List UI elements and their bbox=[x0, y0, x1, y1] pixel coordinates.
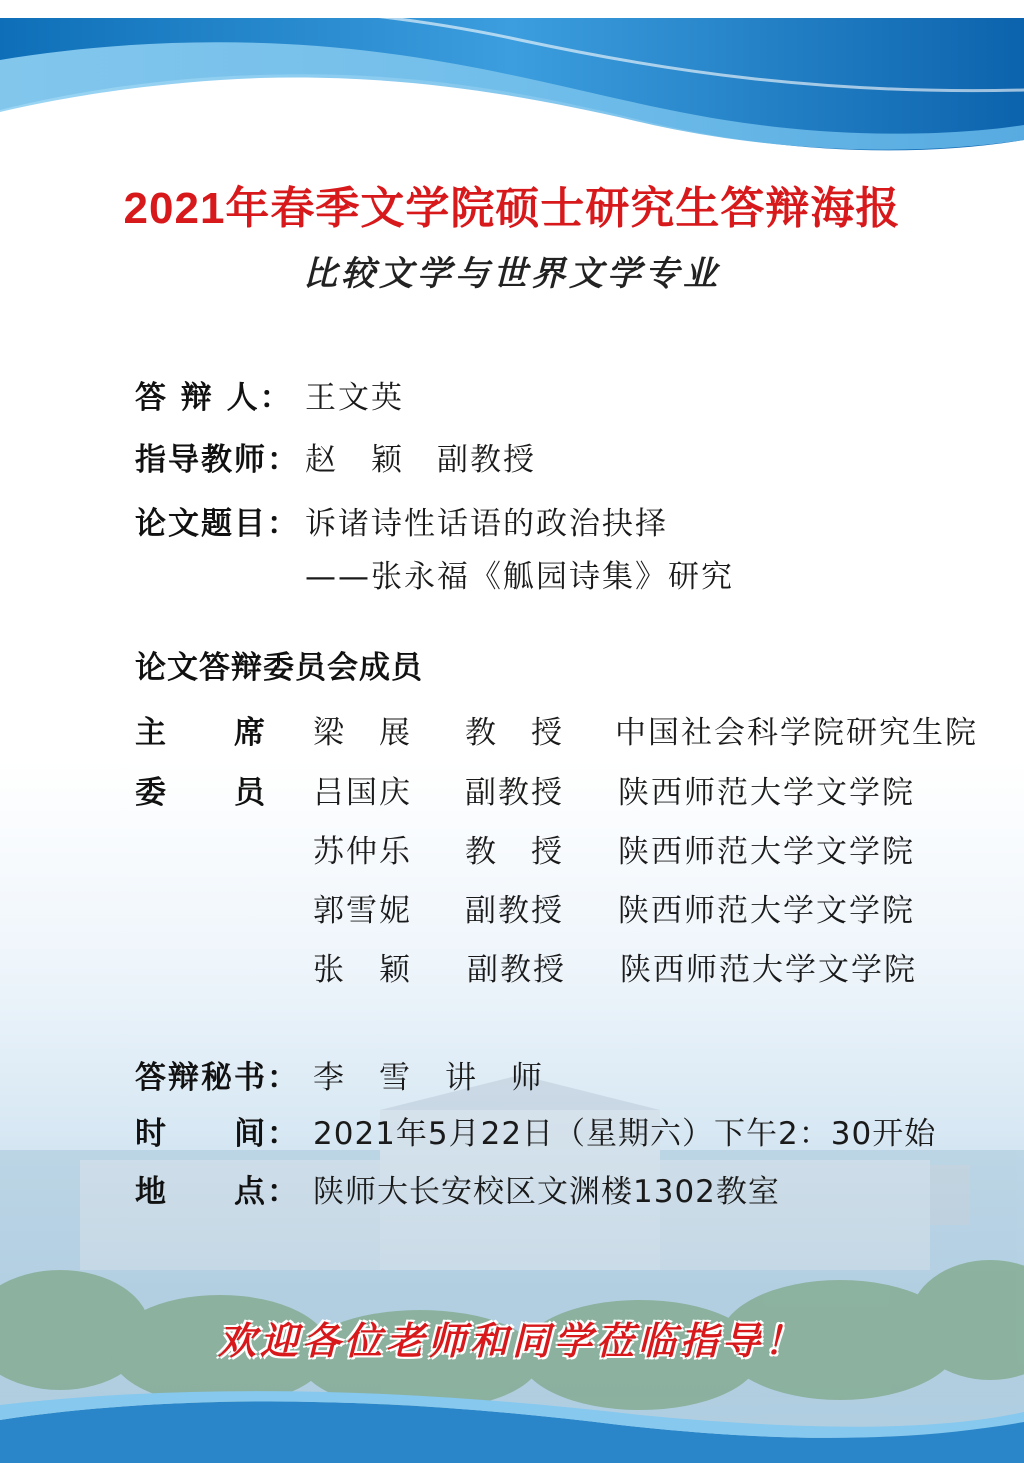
poster-title: 2021年春季文学院硕士研究生答辩海报 bbox=[123, 184, 901, 233]
advisor-label: 指导教师： bbox=[135, 442, 300, 478]
committee-heading: 论文答辩委员会成员 bbox=[135, 650, 423, 686]
member-name: 郭雪妮 bbox=[313, 893, 412, 929]
member-org: 中国社会科学院研究生院 bbox=[615, 715, 978, 751]
defender-label: 答 辩 人： bbox=[135, 380, 293, 416]
major-subtitle: 比较文学与世界文学专业 bbox=[303, 254, 721, 294]
chair-label: 主 席 bbox=[135, 715, 267, 751]
thesis-title-line2: ——张永福《觚园诗集》研究 bbox=[305, 559, 734, 595]
member-label: 委 员 bbox=[135, 775, 267, 811]
advisor-name: 赵 颖 副教授 bbox=[305, 442, 536, 478]
member-name: 吕国庆 bbox=[313, 775, 412, 811]
member-title: 教 授 bbox=[465, 834, 564, 870]
member-org: 陕西师范大学文学院 bbox=[618, 834, 915, 870]
member-name: 梁 展 bbox=[313, 715, 412, 751]
time-label: 时 间： bbox=[135, 1116, 300, 1152]
thesis-label: 论文题目： bbox=[135, 506, 300, 542]
member-title: 副教授 bbox=[465, 893, 564, 929]
member-title: 副教授 bbox=[465, 775, 564, 811]
member-name: 张 颖 bbox=[313, 952, 412, 988]
member-title: 副教授 bbox=[467, 952, 566, 988]
thesis-title-line1: 诉诸诗性话语的政治抉择 bbox=[305, 506, 668, 542]
place-label: 地 点： bbox=[135, 1174, 300, 1210]
member-org: 陕西师范大学文学院 bbox=[618, 775, 915, 811]
welcome-message: 欢迎各位老师和同学莅临指导！ bbox=[217, 1318, 806, 1363]
defense-place: 陕师大长安校区文渊楼1302教室 bbox=[313, 1174, 780, 1210]
secretary-name: 李 雪 讲 师 bbox=[313, 1060, 544, 1096]
member-title: 教 授 bbox=[465, 715, 564, 751]
member-name: 苏仲乐 bbox=[313, 834, 412, 870]
defense-time: 2021年5月22日（星期六）下午2：30开始 bbox=[313, 1116, 937, 1152]
member-org: 陕西师范大学文学院 bbox=[618, 893, 915, 929]
member-org: 陕西师范大学文学院 bbox=[620, 952, 917, 988]
secretary-label: 答辩秘书： bbox=[135, 1060, 300, 1096]
defender-name: 王文英 bbox=[305, 380, 404, 416]
